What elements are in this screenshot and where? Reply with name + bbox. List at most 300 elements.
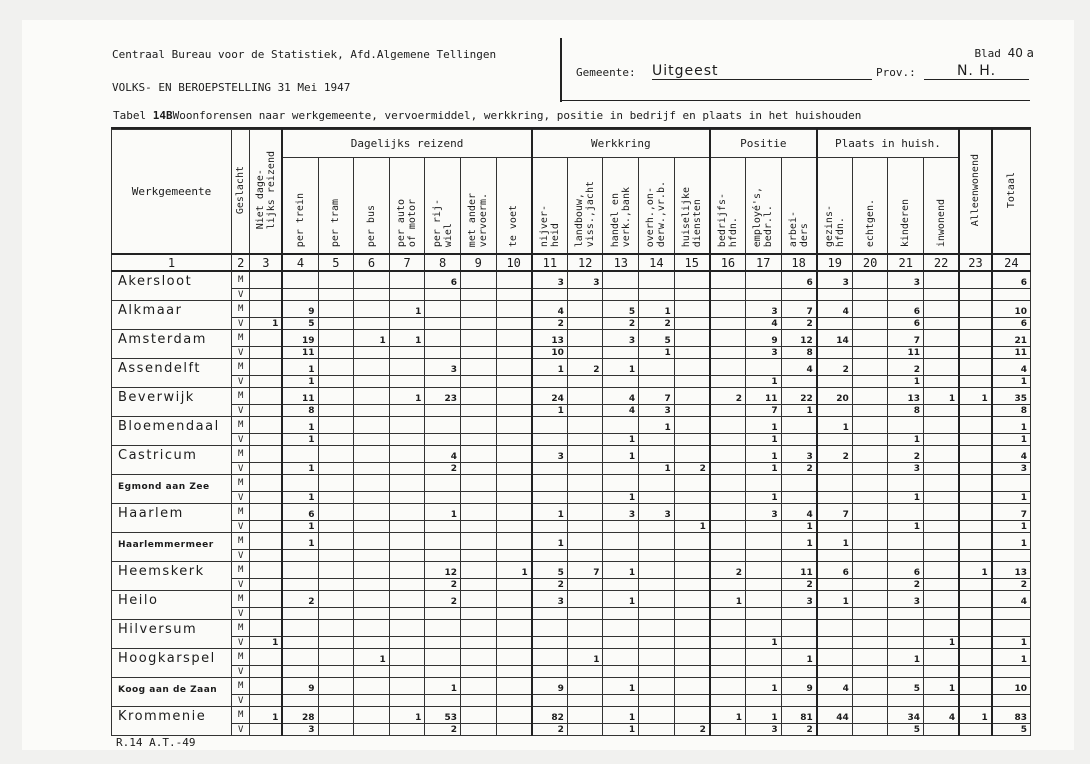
value-cell: 1 (532, 533, 568, 550)
value-cell (354, 608, 390, 620)
value-cell: 5 (532, 562, 568, 579)
value-cell (250, 405, 283, 417)
value-cell (924, 608, 960, 620)
value-cell: 1 (603, 492, 639, 504)
value-cell: 1 (992, 521, 1031, 533)
value-cell: 3 (745, 301, 781, 318)
value-cell: 4 (992, 359, 1031, 376)
table-row (112, 550, 1031, 562)
province-value: N. H. (924, 63, 1029, 80)
value-cell (710, 446, 746, 463)
value-cell: 82 (532, 707, 568, 724)
value-cell: 2 (992, 579, 1031, 591)
value-cell: 2 (710, 562, 746, 579)
value-cell: 10 (532, 347, 568, 359)
value-cell (250, 724, 283, 736)
value-cell (924, 289, 960, 301)
value-cell (425, 289, 461, 301)
value-cell: 1 (888, 434, 924, 446)
value-cell (567, 579, 603, 591)
value-cell (389, 620, 425, 637)
value-cell: 1 (745, 417, 781, 434)
value-cell (282, 579, 318, 591)
value-cell (389, 579, 425, 591)
value-cell (852, 347, 888, 359)
value-cell (567, 695, 603, 707)
value-cell: 3 (745, 504, 781, 521)
value-cell (710, 620, 746, 637)
col-echtgen: echtgen. (852, 158, 888, 255)
value-cell (460, 271, 496, 289)
col-inwonend: inwonend (924, 158, 960, 255)
value-cell (745, 562, 781, 579)
value-cell (924, 492, 960, 504)
value-cell: 4 (745, 318, 781, 330)
value-cell: 4 (992, 446, 1031, 463)
value-cell (639, 562, 675, 579)
value-cell (389, 562, 425, 579)
value-cell: 2 (425, 579, 461, 591)
geslacht-cell: V (232, 347, 250, 359)
col-ander: met ander vervoerm. (460, 158, 496, 255)
value-cell: 1 (354, 330, 390, 347)
value-cell (282, 608, 318, 620)
column-number: 6 (354, 254, 390, 271)
col-employes: employé's, bedr.l. (745, 158, 781, 255)
value-cell: 1 (567, 649, 603, 666)
value-cell (639, 579, 675, 591)
value-cell (532, 550, 568, 562)
value-cell (992, 289, 1031, 301)
value-cell (959, 318, 992, 330)
value-cell (992, 550, 1031, 562)
col-landbouw: landbouw, viss.,jacht (567, 158, 603, 255)
value-cell (389, 446, 425, 463)
value-cell (460, 695, 496, 707)
value-cell (250, 330, 283, 347)
value-cell: 2 (639, 318, 675, 330)
value-cell (888, 533, 924, 550)
value-cell (888, 504, 924, 521)
value-cell: 8 (888, 405, 924, 417)
value-cell (781, 637, 817, 649)
value-cell (817, 620, 853, 637)
value-cell (250, 678, 283, 695)
geslacht-cell: M (232, 649, 250, 666)
value-cell (460, 707, 496, 724)
table-row (112, 359, 1031, 376)
table-row (112, 504, 1031, 521)
value-cell: 3 (745, 724, 781, 736)
value-cell (674, 446, 710, 463)
value-cell (710, 318, 746, 330)
value-cell (460, 376, 496, 388)
value-cell (354, 359, 390, 376)
value-cell (639, 707, 675, 724)
value-cell (603, 620, 639, 637)
value-cell: 8 (992, 405, 1031, 417)
value-cell: 11 (992, 347, 1031, 359)
value-cell (318, 504, 354, 521)
value-cell: 12 (425, 562, 461, 579)
value-cell: 4 (603, 405, 639, 417)
table-row (112, 289, 1031, 301)
value-cell (389, 475, 425, 492)
table-row (112, 475, 1031, 492)
value-cell: 1 (603, 678, 639, 695)
value-cell (674, 562, 710, 579)
value-cell (817, 492, 853, 504)
table-row (112, 434, 1031, 446)
value-cell (817, 434, 853, 446)
value-cell (992, 695, 1031, 707)
value-cell (674, 434, 710, 446)
value-cell: 2 (888, 446, 924, 463)
value-cell (603, 475, 639, 492)
value-cell: 1 (781, 533, 817, 550)
geslacht-cell: M (232, 533, 250, 550)
value-cell (318, 347, 354, 359)
value-cell: 1 (603, 724, 639, 736)
value-cell: 19 (282, 330, 318, 347)
value-cell (674, 405, 710, 417)
value-cell (674, 591, 710, 608)
value-cell: 3 (567, 271, 603, 289)
geslacht-cell: V (232, 463, 250, 475)
value-cell (924, 562, 960, 579)
table-row (112, 301, 1031, 318)
werkgemeente-cell (112, 463, 232, 475)
value-cell (959, 591, 992, 608)
value-cell (460, 492, 496, 504)
value-cell (389, 724, 425, 736)
value-cell: 6 (888, 318, 924, 330)
value-cell (496, 388, 532, 405)
value-cell (674, 620, 710, 637)
value-cell (425, 533, 461, 550)
value-cell (318, 318, 354, 330)
value-cell: 1 (532, 359, 568, 376)
value-cell (924, 591, 960, 608)
value-cell (532, 434, 568, 446)
value-cell: 4 (817, 678, 853, 695)
value-cell: 4 (924, 707, 960, 724)
value-cell (389, 271, 425, 289)
value-cell (250, 301, 283, 318)
value-cell (852, 608, 888, 620)
value-cell (282, 475, 318, 492)
value-cell (250, 521, 283, 533)
value-cell: 13 (888, 388, 924, 405)
value-cell (532, 666, 568, 678)
value-cell (496, 649, 532, 666)
value-cell (674, 417, 710, 434)
value-cell (567, 405, 603, 417)
value-cell (639, 289, 675, 301)
value-cell: 4 (817, 301, 853, 318)
werkgemeente-name: Haarlem (112, 504, 232, 521)
value-cell: 1 (888, 492, 924, 504)
werkgemeente-name: Beverwijk (112, 388, 232, 405)
value-cell (924, 434, 960, 446)
value-cell (710, 504, 746, 521)
column-number: 23 (959, 254, 992, 271)
value-cell (959, 579, 992, 591)
value-cell (496, 446, 532, 463)
werkgemeente-name: Haarlemmermeer (112, 533, 232, 550)
value-cell (354, 405, 390, 417)
value-cell: 3 (888, 591, 924, 608)
value-cell (250, 649, 283, 666)
table-body (112, 271, 1031, 736)
value-cell (354, 579, 390, 591)
value-cell (282, 446, 318, 463)
value-cell (959, 271, 992, 289)
value-cell: 21 (992, 330, 1031, 347)
value-cell (603, 376, 639, 388)
value-cell (959, 475, 992, 492)
value-cell (639, 359, 675, 376)
value-cell: 4 (532, 301, 568, 318)
value-cell (318, 405, 354, 417)
value-cell: 83 (992, 707, 1031, 724)
value-cell: 1 (603, 359, 639, 376)
value-cell (496, 591, 532, 608)
value-cell: 2 (888, 579, 924, 591)
value-cell: 2 (781, 463, 817, 475)
value-cell (354, 562, 390, 579)
value-cell (888, 417, 924, 434)
value-cell (992, 620, 1031, 637)
werkgemeente-cell (112, 347, 232, 359)
value-cell (567, 376, 603, 388)
value-cell: 7 (817, 504, 853, 521)
value-cell (567, 417, 603, 434)
table-row (112, 417, 1031, 434)
group-plaats: Plaats in huish. (817, 130, 959, 158)
value-cell (460, 724, 496, 736)
value-cell (817, 347, 853, 359)
value-cell (924, 475, 960, 492)
value-cell: 3 (888, 463, 924, 475)
value-cell (318, 678, 354, 695)
value-cell (250, 463, 283, 475)
value-cell (959, 649, 992, 666)
value-cell (282, 637, 318, 649)
value-cell (639, 620, 675, 637)
value-cell (959, 492, 992, 504)
value-cell (318, 271, 354, 289)
value-cell (496, 318, 532, 330)
col-alleenwonend: Alleenwonend (959, 130, 992, 255)
werkgemeente-cell (112, 376, 232, 388)
value-cell (250, 608, 283, 620)
value-cell (354, 417, 390, 434)
value-cell: 1 (924, 637, 960, 649)
value-cell (354, 550, 390, 562)
geslacht-cell: M (232, 620, 250, 637)
value-cell (852, 550, 888, 562)
value-cell (852, 521, 888, 533)
value-cell: 1 (745, 678, 781, 695)
value-cell (710, 649, 746, 666)
value-cell: 1 (992, 649, 1031, 666)
value-cell (852, 591, 888, 608)
column-number: 19 (817, 254, 853, 271)
value-cell (639, 724, 675, 736)
value-cell: 1 (250, 637, 283, 649)
value-cell (888, 550, 924, 562)
value-cell (959, 666, 992, 678)
value-cell (924, 347, 960, 359)
value-cell (959, 347, 992, 359)
value-cell (639, 637, 675, 649)
value-cell (318, 463, 354, 475)
value-cell (924, 463, 960, 475)
value-cell (567, 318, 603, 330)
value-cell (888, 637, 924, 649)
value-cell (496, 521, 532, 533)
value-cell (425, 405, 461, 417)
value-cell: 4 (781, 504, 817, 521)
value-cell (710, 521, 746, 533)
value-cell (992, 475, 1031, 492)
value-cell (496, 301, 532, 318)
value-cell (496, 405, 532, 417)
werkgemeente-name: Amsterdam (112, 330, 232, 347)
value-cell: 1 (924, 388, 960, 405)
value-cell (460, 347, 496, 359)
value-cell (318, 475, 354, 492)
value-cell (710, 434, 746, 446)
value-cell (250, 347, 283, 359)
value-cell (852, 463, 888, 475)
value-cell (282, 695, 318, 707)
value-cell (745, 649, 781, 666)
value-cell (745, 521, 781, 533)
value-cell (250, 376, 283, 388)
column-number-row (112, 254, 1031, 271)
value-cell: 2 (817, 359, 853, 376)
value-cell (425, 330, 461, 347)
value-cell (888, 666, 924, 678)
value-cell: 3 (888, 271, 924, 289)
table-caption: Tabel 14BWoonforensen naar werkgemeente, vervoermiddel, werkkring, positie in bedrijf en plaats in het huishouden (113, 109, 862, 122)
column-number: 18 (781, 254, 817, 271)
value-cell (567, 591, 603, 608)
value-cell (567, 620, 603, 637)
value-cell (460, 504, 496, 521)
value-cell: 1 (282, 492, 318, 504)
value-cell: 1 (603, 434, 639, 446)
value-cell (852, 446, 888, 463)
value-cell: 8 (781, 347, 817, 359)
value-cell (710, 533, 746, 550)
value-cell: 4 (781, 359, 817, 376)
value-cell (318, 359, 354, 376)
value-cell: 1 (603, 562, 639, 579)
value-cell (425, 492, 461, 504)
value-cell (603, 695, 639, 707)
value-cell: 1 (992, 533, 1031, 550)
value-cell (532, 521, 568, 533)
value-cell (425, 475, 461, 492)
value-cell (460, 620, 496, 637)
value-cell (852, 533, 888, 550)
value-cell (389, 318, 425, 330)
value-cell (710, 492, 746, 504)
value-cell: 1 (745, 376, 781, 388)
value-cell (567, 388, 603, 405)
value-cell (389, 492, 425, 504)
value-cell (745, 608, 781, 620)
group-positie: Positie (710, 130, 817, 158)
value-cell (817, 666, 853, 678)
table-row (112, 562, 1031, 579)
col-werkgemeente: Werkgemeente (112, 130, 232, 255)
value-cell (852, 649, 888, 666)
value-cell (354, 695, 390, 707)
value-cell (496, 695, 532, 707)
value-cell: 2 (532, 579, 568, 591)
value-cell (924, 359, 960, 376)
value-cell: 1 (674, 521, 710, 533)
geslacht-cell: M (232, 678, 250, 695)
geslacht-cell: V (232, 608, 250, 620)
value-cell (460, 533, 496, 550)
value-cell (318, 492, 354, 504)
table-row (112, 521, 1031, 533)
column-number: 1 (112, 254, 232, 271)
col-gezinshfdn: gezins- hfdn. (817, 158, 853, 255)
table-row (112, 608, 1031, 620)
value-cell: 81 (781, 707, 817, 724)
value-cell (354, 678, 390, 695)
value-cell (781, 434, 817, 446)
value-cell (959, 434, 992, 446)
value-cell: 4 (603, 388, 639, 405)
value-cell (817, 376, 853, 388)
value-cell (924, 521, 960, 533)
value-cell (603, 666, 639, 678)
value-cell: 9 (781, 678, 817, 695)
value-cell (817, 649, 853, 666)
col-niet-dagelijks: Niet dage- lijks reizend (250, 130, 283, 255)
census-line: VOLKS- EN BEROEPSTELLING 31 Mei 1947 (112, 81, 351, 94)
col-overheid: overh.,on- derw.,vr.b. (639, 158, 675, 255)
value-cell (354, 463, 390, 475)
value-cell: 3 (639, 405, 675, 417)
table-row (112, 579, 1031, 591)
value-cell (567, 550, 603, 562)
value-cell (250, 666, 283, 678)
value-cell (567, 533, 603, 550)
col-trein: per trein (282, 158, 318, 255)
column-number: 22 (924, 254, 960, 271)
value-cell: 6 (817, 562, 853, 579)
value-cell (389, 649, 425, 666)
value-cell (425, 620, 461, 637)
value-cell (781, 666, 817, 678)
value-cell (710, 463, 746, 475)
value-cell (639, 608, 675, 620)
blad-label: Blad (974, 47, 1001, 60)
value-cell (924, 666, 960, 678)
value-cell (318, 579, 354, 591)
value-cell (532, 637, 568, 649)
geslacht-cell: V (232, 434, 250, 446)
value-cell (781, 492, 817, 504)
